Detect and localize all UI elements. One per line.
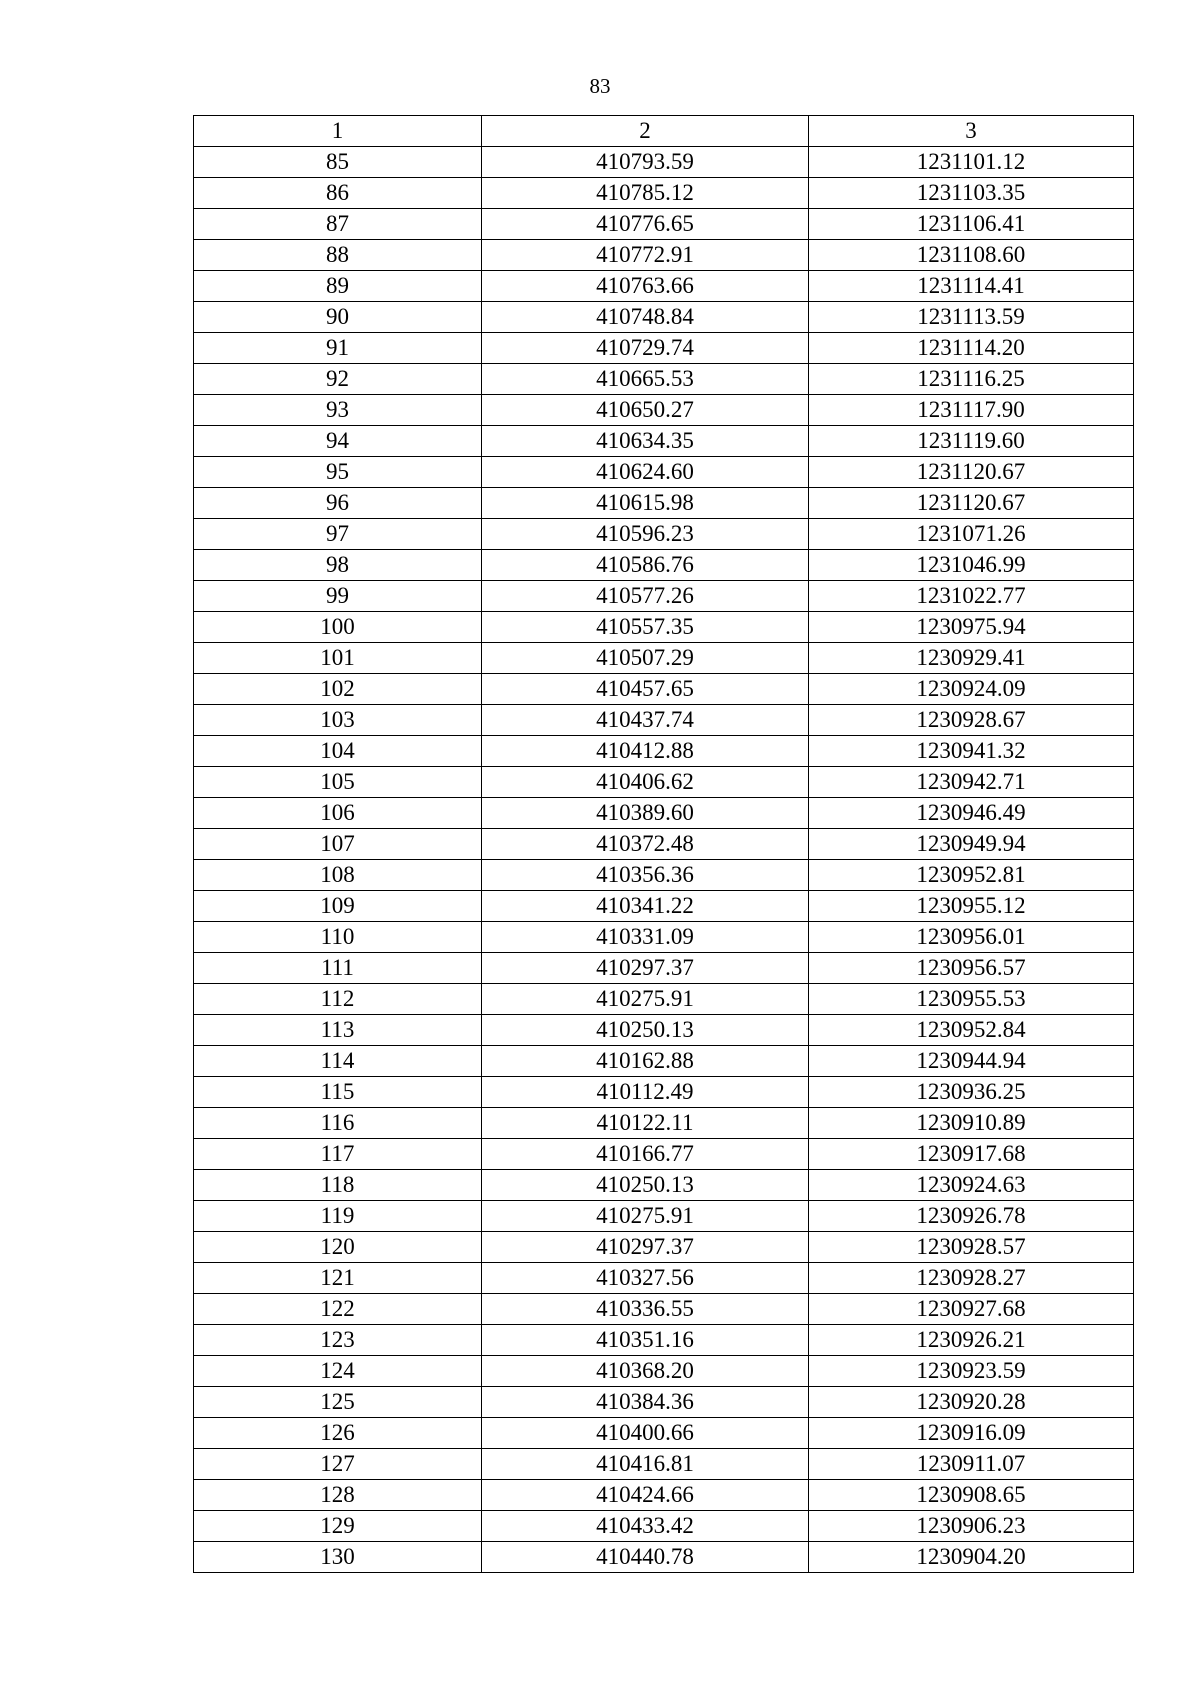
cell-y-coordinate: 1231114.41 bbox=[809, 271, 1134, 302]
cell-x-coordinate: 410336.55 bbox=[482, 1294, 809, 1325]
table-row bbox=[194, 767, 1134, 798]
cell-point-number: 107 bbox=[194, 829, 482, 860]
cell-point-number: 115 bbox=[194, 1077, 482, 1108]
cell-y-coordinate: 1230952.81 bbox=[809, 860, 1134, 891]
table-row bbox=[194, 1201, 1134, 1232]
cell-y-coordinate: 1231022.77 bbox=[809, 581, 1134, 612]
cell-y-coordinate: 1231046.99 bbox=[809, 550, 1134, 581]
cell-x-coordinate: 410389.60 bbox=[482, 798, 809, 829]
cell-point-number: 108 bbox=[194, 860, 482, 891]
cell-y-coordinate: 1231119.60 bbox=[809, 426, 1134, 457]
cell-y-coordinate: 1231071.26 bbox=[809, 519, 1134, 550]
cell-point-number: 118 bbox=[194, 1170, 482, 1201]
cell-point-number: 104 bbox=[194, 736, 482, 767]
cell-point-number: 114 bbox=[194, 1046, 482, 1077]
table-row bbox=[194, 271, 1134, 302]
cell-x-coordinate: 410416.81 bbox=[482, 1449, 809, 1480]
cell-x-coordinate: 410351.16 bbox=[482, 1325, 809, 1356]
cell-point-number: 90 bbox=[194, 302, 482, 333]
cell-x-coordinate: 410507.29 bbox=[482, 643, 809, 674]
cell-y-coordinate: 1231117.90 bbox=[809, 395, 1134, 426]
cell-y-coordinate: 1230941.32 bbox=[809, 736, 1134, 767]
cell-y-coordinate: 1231106.41 bbox=[809, 209, 1134, 240]
cell-y-coordinate: 1230936.25 bbox=[809, 1077, 1134, 1108]
table-row bbox=[194, 395, 1134, 426]
cell-x-coordinate: 410372.48 bbox=[482, 829, 809, 860]
table-row bbox=[194, 829, 1134, 860]
table-row bbox=[194, 1294, 1134, 1325]
cell-y-coordinate: 1230927.68 bbox=[809, 1294, 1134, 1325]
cell-point-number: 102 bbox=[194, 674, 482, 705]
table-row bbox=[194, 1387, 1134, 1418]
cell-y-coordinate: 1230911.07 bbox=[809, 1449, 1134, 1480]
table-row bbox=[194, 1077, 1134, 1108]
cell-x-coordinate: 410406.62 bbox=[482, 767, 809, 798]
cell-point-number: 121 bbox=[194, 1263, 482, 1294]
table-row bbox=[194, 612, 1134, 643]
cell-point-number: 113 bbox=[194, 1015, 482, 1046]
cell-point-number: 100 bbox=[194, 612, 482, 643]
table-row bbox=[194, 1511, 1134, 1542]
cell-x-coordinate: 410596.23 bbox=[482, 519, 809, 550]
table-row bbox=[194, 1108, 1134, 1139]
cell-point-number: 85 bbox=[194, 147, 482, 178]
cell-point-number: 87 bbox=[194, 209, 482, 240]
table-row bbox=[194, 1480, 1134, 1511]
cell-y-coordinate: 1231113.59 bbox=[809, 302, 1134, 333]
cell-y-coordinate: 1230942.71 bbox=[809, 767, 1134, 798]
table-row bbox=[194, 364, 1134, 395]
table-row bbox=[194, 519, 1134, 550]
table-row bbox=[194, 860, 1134, 891]
cell-y-coordinate: 1230944.94 bbox=[809, 1046, 1134, 1077]
cell-y-coordinate: 1230929.41 bbox=[809, 643, 1134, 674]
cell-x-coordinate: 410412.88 bbox=[482, 736, 809, 767]
cell-point-number: 89 bbox=[194, 271, 482, 302]
cell-y-coordinate: 1230928.27 bbox=[809, 1263, 1134, 1294]
cell-y-coordinate: 1230920.28 bbox=[809, 1387, 1134, 1418]
cell-point-number: 128 bbox=[194, 1480, 482, 1511]
cell-x-coordinate: 410162.88 bbox=[482, 1046, 809, 1077]
cell-y-coordinate: 1230926.78 bbox=[809, 1201, 1134, 1232]
cell-x-coordinate: 410250.13 bbox=[482, 1170, 809, 1201]
cell-y-coordinate: 1230908.65 bbox=[809, 1480, 1134, 1511]
cell-point-number: 97 bbox=[194, 519, 482, 550]
table-row bbox=[194, 984, 1134, 1015]
cell-point-number: 101 bbox=[194, 643, 482, 674]
cell-point-number: 93 bbox=[194, 395, 482, 426]
cell-x-coordinate: 410763.66 bbox=[482, 271, 809, 302]
table-row bbox=[194, 1139, 1134, 1170]
table-row bbox=[194, 643, 1134, 674]
coordinates-table bbox=[193, 115, 1134, 1573]
cell-x-coordinate: 410634.35 bbox=[482, 426, 809, 457]
cell-point-number: 129 bbox=[194, 1511, 482, 1542]
cell-point-number: 110 bbox=[194, 922, 482, 953]
cell-x-coordinate: 410356.36 bbox=[482, 860, 809, 891]
cell-x-coordinate: 410275.91 bbox=[482, 1201, 809, 1232]
table-row bbox=[194, 1542, 1134, 1573]
cell-x-coordinate: 410437.74 bbox=[482, 705, 809, 736]
cell-x-coordinate: 410250.13 bbox=[482, 1015, 809, 1046]
cell-x-coordinate: 410729.74 bbox=[482, 333, 809, 364]
cell-y-coordinate: 1230952.84 bbox=[809, 1015, 1134, 1046]
header-row bbox=[194, 116, 1134, 147]
table-row bbox=[194, 426, 1134, 457]
cell-x-coordinate: 410440.78 bbox=[482, 1542, 809, 1573]
cell-point-number: 88 bbox=[194, 240, 482, 271]
cell-point-number: 122 bbox=[194, 1294, 482, 1325]
cell-y-coordinate: 1230910.89 bbox=[809, 1108, 1134, 1139]
cell-y-coordinate: 1230955.12 bbox=[809, 891, 1134, 922]
cell-x-coordinate: 410297.37 bbox=[482, 1232, 809, 1263]
cell-point-number: 86 bbox=[194, 178, 482, 209]
cell-point-number: 111 bbox=[194, 953, 482, 984]
cell-point-number: 96 bbox=[194, 488, 482, 519]
table-row bbox=[194, 209, 1134, 240]
table-row bbox=[194, 147, 1134, 178]
table-row bbox=[194, 1356, 1134, 1387]
cell-x-coordinate: 410341.22 bbox=[482, 891, 809, 922]
table-row bbox=[194, 1449, 1134, 1480]
cell-y-coordinate: 1230949.94 bbox=[809, 829, 1134, 860]
cell-y-coordinate: 1230924.63 bbox=[809, 1170, 1134, 1201]
cell-x-coordinate: 410331.09 bbox=[482, 922, 809, 953]
cell-x-coordinate: 410400.66 bbox=[482, 1418, 809, 1449]
cell-x-coordinate: 410772.91 bbox=[482, 240, 809, 271]
table-row bbox=[194, 736, 1134, 767]
cell-x-coordinate: 410433.42 bbox=[482, 1511, 809, 1542]
cell-y-coordinate: 1230956.01 bbox=[809, 922, 1134, 953]
cell-point-number: 91 bbox=[194, 333, 482, 364]
cell-x-coordinate: 410424.66 bbox=[482, 1480, 809, 1511]
cell-point-number: 98 bbox=[194, 550, 482, 581]
header-cell-x: 2 bbox=[482, 116, 809, 147]
cell-point-number: 126 bbox=[194, 1418, 482, 1449]
cell-y-coordinate: 1231120.67 bbox=[809, 488, 1134, 519]
cell-y-coordinate: 1230975.94 bbox=[809, 612, 1134, 643]
cell-x-coordinate: 410384.36 bbox=[482, 1387, 809, 1418]
cell-y-coordinate: 1230916.09 bbox=[809, 1418, 1134, 1449]
cell-x-coordinate: 410586.76 bbox=[482, 550, 809, 581]
cell-x-coordinate: 410615.98 bbox=[482, 488, 809, 519]
table-row bbox=[194, 953, 1134, 984]
cell-y-coordinate: 1231101.12 bbox=[809, 147, 1134, 178]
table-row bbox=[194, 178, 1134, 209]
table-row bbox=[194, 1325, 1134, 1356]
cell-point-number: 127 bbox=[194, 1449, 482, 1480]
cell-y-coordinate: 1231120.67 bbox=[809, 457, 1134, 488]
cell-y-coordinate: 1230955.53 bbox=[809, 984, 1134, 1015]
cell-y-coordinate: 1230924.09 bbox=[809, 674, 1134, 705]
cell-point-number: 124 bbox=[194, 1356, 482, 1387]
table-row bbox=[194, 1015, 1134, 1046]
table-row bbox=[194, 674, 1134, 705]
cell-x-coordinate: 410275.91 bbox=[482, 984, 809, 1015]
cell-y-coordinate: 1230904.20 bbox=[809, 1542, 1134, 1573]
cell-point-number: 105 bbox=[194, 767, 482, 798]
cell-x-coordinate: 410624.60 bbox=[482, 457, 809, 488]
table-row bbox=[194, 457, 1134, 488]
cell-point-number: 106 bbox=[194, 798, 482, 829]
cell-point-number: 125 bbox=[194, 1387, 482, 1418]
table-row bbox=[194, 550, 1134, 581]
cell-x-coordinate: 410166.77 bbox=[482, 1139, 809, 1170]
cell-x-coordinate: 410327.56 bbox=[482, 1263, 809, 1294]
cell-point-number: 120 bbox=[194, 1232, 482, 1263]
cell-x-coordinate: 410665.53 bbox=[482, 364, 809, 395]
cell-x-coordinate: 410793.59 bbox=[482, 147, 809, 178]
cell-point-number: 112 bbox=[194, 984, 482, 1015]
cell-point-number: 130 bbox=[194, 1542, 482, 1573]
cell-x-coordinate: 410650.27 bbox=[482, 395, 809, 426]
cell-y-coordinate: 1231114.20 bbox=[809, 333, 1134, 364]
page-number: 83 bbox=[589, 74, 611, 98]
cell-x-coordinate: 410368.20 bbox=[482, 1356, 809, 1387]
table-row bbox=[194, 798, 1134, 829]
table-row bbox=[194, 1263, 1134, 1294]
cell-y-coordinate: 1230946.49 bbox=[809, 798, 1134, 829]
cell-x-coordinate: 410112.49 bbox=[482, 1077, 809, 1108]
cell-x-coordinate: 410776.65 bbox=[482, 209, 809, 240]
cell-point-number: 123 bbox=[194, 1325, 482, 1356]
cell-point-number: 116 bbox=[194, 1108, 482, 1139]
cell-y-coordinate: 1231103.35 bbox=[809, 178, 1134, 209]
table-row bbox=[194, 705, 1134, 736]
table-row bbox=[194, 1232, 1134, 1263]
cell-x-coordinate: 410297.37 bbox=[482, 953, 809, 984]
cell-y-coordinate: 1230956.57 bbox=[809, 953, 1134, 984]
cell-point-number: 117 bbox=[194, 1139, 482, 1170]
cell-point-number: 119 bbox=[194, 1201, 482, 1232]
table-row bbox=[194, 1418, 1134, 1449]
header-cell-y: 3 bbox=[809, 116, 1134, 147]
cell-x-coordinate: 410457.65 bbox=[482, 674, 809, 705]
cell-point-number: 95 bbox=[194, 457, 482, 488]
table-row bbox=[194, 1170, 1134, 1201]
table-row bbox=[194, 240, 1134, 271]
cell-y-coordinate: 1230926.21 bbox=[809, 1325, 1134, 1356]
cell-y-coordinate: 1231116.25 bbox=[809, 364, 1134, 395]
cell-point-number: 103 bbox=[194, 705, 482, 736]
cell-y-coordinate: 1230928.67 bbox=[809, 705, 1134, 736]
table-row bbox=[194, 1046, 1134, 1077]
cell-point-number: 94 bbox=[194, 426, 482, 457]
table-header bbox=[194, 116, 1134, 147]
cell-x-coordinate: 410577.26 bbox=[482, 581, 809, 612]
cell-x-coordinate: 410785.12 bbox=[482, 178, 809, 209]
cell-point-number: 99 bbox=[194, 581, 482, 612]
table-row bbox=[194, 333, 1134, 364]
table-row bbox=[194, 891, 1134, 922]
cell-y-coordinate: 1230928.57 bbox=[809, 1232, 1134, 1263]
cell-x-coordinate: 410557.35 bbox=[482, 612, 809, 643]
cell-x-coordinate: 410122.11 bbox=[482, 1108, 809, 1139]
table-row bbox=[194, 581, 1134, 612]
cell-y-coordinate: 1231108.60 bbox=[809, 240, 1134, 271]
table-row bbox=[194, 488, 1134, 519]
table-row bbox=[194, 302, 1134, 333]
cell-y-coordinate: 1230917.68 bbox=[809, 1139, 1134, 1170]
cell-point-number: 109 bbox=[194, 891, 482, 922]
cell-y-coordinate: 1230906.23 bbox=[809, 1511, 1134, 1542]
cell-y-coordinate: 1230923.59 bbox=[809, 1356, 1134, 1387]
table-body bbox=[194, 147, 1134, 1573]
cell-x-coordinate: 410748.84 bbox=[482, 302, 809, 333]
table-row bbox=[194, 922, 1134, 953]
cell-point-number: 92 bbox=[194, 364, 482, 395]
header-cell-point: 1 bbox=[194, 116, 482, 147]
